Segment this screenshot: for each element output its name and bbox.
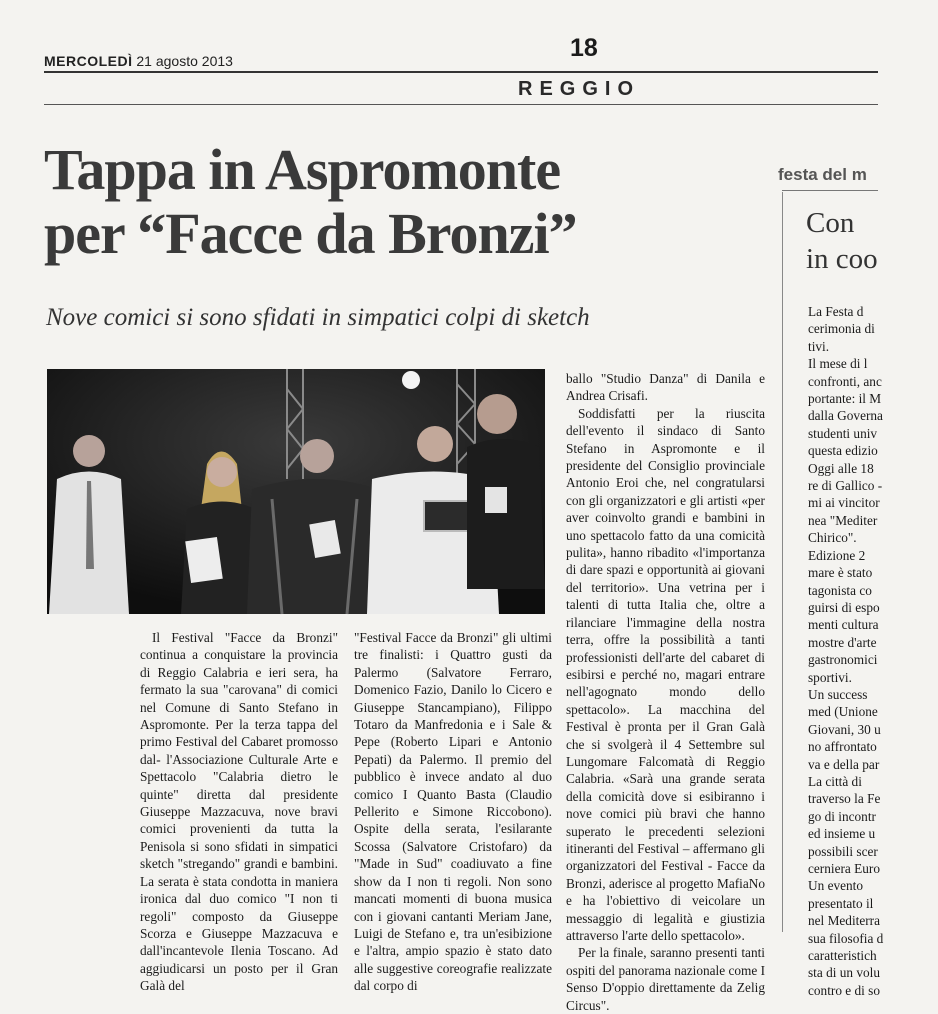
sidebar-line: presentato il bbox=[808, 895, 874, 911]
article-column-2 bbox=[354, 629, 552, 995]
sidebar-line: contro e di so bbox=[808, 982, 881, 998]
header-rule bbox=[44, 71, 878, 73]
sidebar-line: va e della par bbox=[808, 756, 880, 772]
headline: Tappa in Aspromonte per “Facce da Bronzi” bbox=[44, 137, 577, 266]
article-column-1 bbox=[140, 629, 338, 995]
subheadline: Nove comici si sono sfidati in simpatici colpi di sketch bbox=[46, 304, 590, 331]
sidebar-line: tivi. bbox=[808, 338, 830, 354]
sidebar-line: sportivi. bbox=[808, 669, 852, 685]
sidebar-line: mostre d'arte bbox=[808, 634, 877, 650]
sidebar-line: go di incontr bbox=[808, 808, 876, 824]
sidebar-line: med (Unione bbox=[808, 704, 878, 720]
stage-photo bbox=[47, 369, 545, 614]
sidebar-line: menti cultura bbox=[808, 617, 879, 633]
sidebar-line: nea "Mediter bbox=[808, 512, 878, 528]
stage-photo-icon bbox=[47, 369, 545, 614]
paragraph: Per la finale, saranno presenti tanti ospiti del panorama nazionale come I Senso D'oppio direttamente da Zelig Circus". bbox=[566, 945, 766, 1013]
sidebar-article bbox=[778, 160, 884, 998]
sidebar-line: re di Gallico - bbox=[808, 478, 883, 494]
paragraph: Il Festival "Facce da Bronzi" continua a conquistare la provincia di Reggio Calabria e ieri sera, ha fermato la sua "carovana" di comici nel Comune di Santo Stefano in Aspromonte. Per la terza tappa del primo Festival del Cabaret promosso dal- l'Associazione Culturale Arte e Spettacolo "Calabria dietro le quinte" diretta dal presidente Giuseppe Mazzacuva, nove bravi comici provenienti da tutta la Penisola si sono sfidati in simpatici sketch "stregando" grandi e bambini. La serata è stata condotta in maniera ironica dal duo comico "I non ti regoli" composto da Giuseppe Scorza e Giuseppe Mazzacuva e dall'incantevole Ilenia Toscano. Ad aggiudicarsi un posto per il Gran Galà del bbox=[140, 630, 338, 994]
sidebar-line: ed insieme u bbox=[808, 826, 876, 842]
sidebar-line: sta di un volu bbox=[808, 965, 881, 981]
sidebar-line: gastronomici bbox=[808, 652, 878, 668]
sidebar-line: dalla Governa bbox=[808, 408, 883, 424]
sidebar-line: Un success bbox=[808, 686, 868, 702]
sidebar-body bbox=[808, 303, 938, 999]
sidebar-line: Un evento bbox=[808, 878, 864, 894]
sidebar-line: Oggi alle 18 bbox=[808, 460, 874, 476]
sidebar-line: possibili scer bbox=[808, 843, 878, 859]
sidebar-line: Il mese di l bbox=[808, 356, 868, 372]
sidebar-line: portante: il M bbox=[808, 391, 882, 407]
sidebar-line: cerniera Euro bbox=[808, 861, 880, 876]
sidebar-line: Edizione 2 bbox=[808, 547, 866, 563]
paragraph: "Festival Facce da Bronzi" gli ultimi tre finalisti: i Quattro gusti da Palermo (Salvatore Ferraro, Domenico Fazio, Danilo lo Cicero e Giuseppe Stancampiano), Filippo Totaro da Manfredonia e i Sale & Pepe (Roberto Lipari e Antonio Pepati) da Palermo. Il premio del pubblico è invece andato al duo comico I Quanto Basta (Claudio Pellerito e Simone Riccobono). Ospite della serata, l'esilarante Scossa (Salvatore Cristofaro) da "Made in Sud" coadiuvato a fine show da I non ti regoli. Non sono mancati momenti di buona musica con i giovani cantanti Meriam Jane, Luigi de Stefano e, tra un'esibizione e l'altra, ampio spazio è stato dato alle suggestive coreografie realizzate dal corpo di bbox=[354, 630, 552, 994]
paragraph: ballo "Studio Danza" di Danila e Andrea Crisafi. bbox=[566, 371, 765, 404]
sidebar-line: questa edizio bbox=[808, 443, 878, 459]
sidebar-line: mare è stato bbox=[808, 565, 873, 581]
sidebar-rule bbox=[782, 190, 878, 191]
sidebar-line: Giovani, 30 u bbox=[808, 721, 881, 737]
sidebar-line: caratteristich bbox=[808, 948, 877, 964]
paragraph: Soddisfatti per la riuscita dell'evento il sindaco di Santo Stefano in Aspromonte e il presidente del Consiglio provinciale Antonio Eroi che, nel congratularsi con gli organizzatori e gli artisti «per aver coinvolto grandi e bambini in uno spettacolo fatto da una comicità pulita», hanno ribadito «l'importanza di dare spazi e opportunità ai giovani del territorio». Una vetrina per i talenti di tutta Italia che, oltre a rilanciare l'immagine della nostra terra, offre la possibilità a tanti professionisti dell'arte del cabaret di esibirsi e perché no, magari entrare nell'agognato mondo dello spettacolo». La macchina del Festival è pronta per il Gran Galà che si svolgerà il 4 Settembre sul Lungomare Falcomatà di Reggio Calabria. «Sarà una grande serata della comicità dove si esibiranno i nove comici più bravi che hanno superato le precedenti selezioni itineranti del Festival – affermano gli organizzatori del Festival - Facce da Bronzi, aderisce al progetto MafiaNo e ha l'obiettivo di veicolare un messaggio di legalità e giustizia attraverso l'arte dello spettacolo». bbox=[566, 405, 765, 943]
sidebar-line: confronti, anc bbox=[808, 373, 882, 389]
section-rule bbox=[44, 104, 878, 105]
article-column-3 bbox=[566, 370, 765, 1014]
issue-date: MERCOLEDÌ 21 agosto 2013 bbox=[44, 53, 233, 69]
sidebar-kicker: festa del m bbox=[778, 165, 867, 184]
sidebar-line: tagonista co bbox=[808, 582, 872, 598]
sidebar-line: guirsi di espo bbox=[808, 599, 880, 615]
sidebar-line: nel Mediterra bbox=[808, 913, 880, 929]
sidebar-line: La Festa d bbox=[808, 304, 864, 319]
sidebar-title: Con in coo bbox=[806, 207, 878, 275]
sidebar-divider bbox=[782, 192, 783, 932]
sidebar-line: mi ai vincitor bbox=[808, 495, 880, 511]
sidebar-line: cerimonia di bbox=[808, 321, 875, 337]
sidebar-line: no affrontato bbox=[808, 739, 877, 755]
page-number: 18 bbox=[570, 34, 598, 62]
sidebar-line: Chirico". bbox=[808, 530, 857, 546]
sidebar-line: La città di bbox=[808, 773, 862, 789]
section-label: REGGIO bbox=[518, 78, 641, 100]
sidebar-line: traverso la Fe bbox=[808, 791, 881, 807]
sidebar-line: studenti univ bbox=[808, 425, 878, 441]
sidebar-line: sua filosofia d bbox=[808, 930, 884, 946]
